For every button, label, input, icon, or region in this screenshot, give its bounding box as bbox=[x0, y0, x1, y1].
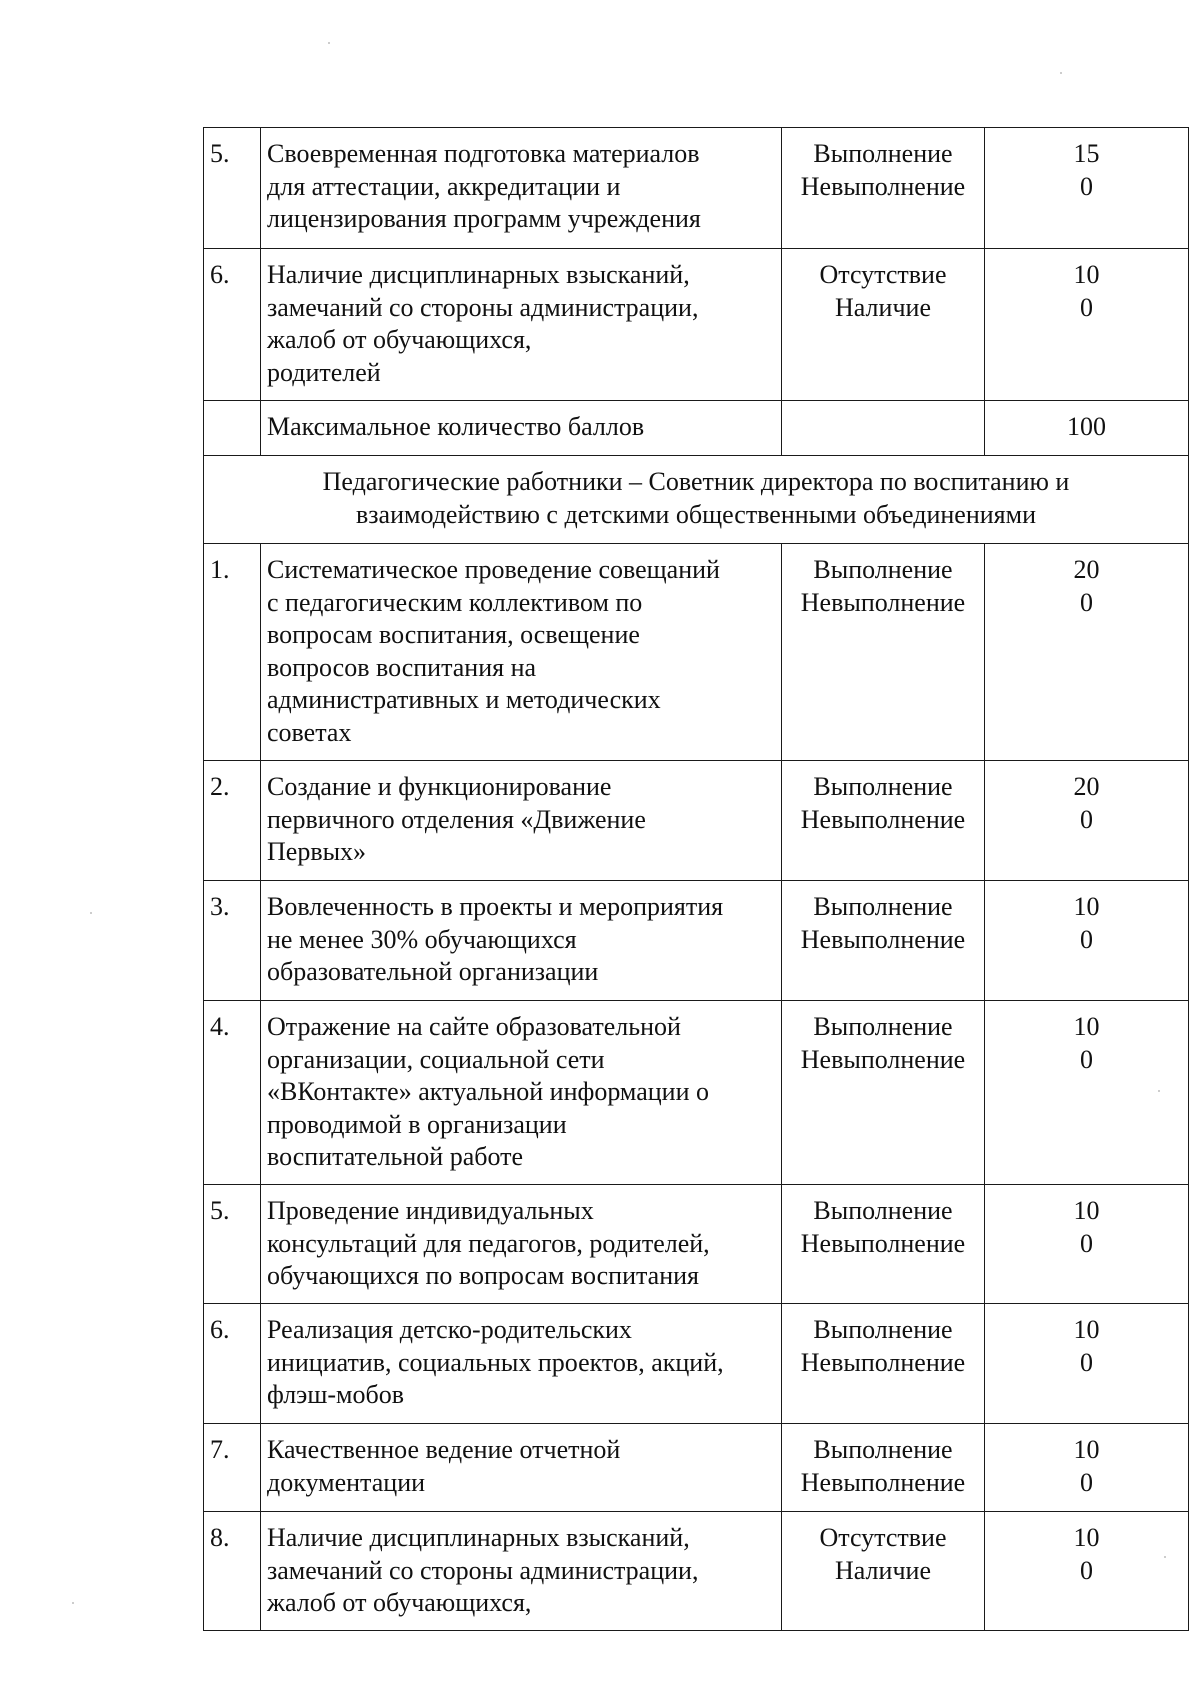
condition-negative: Невыполнение bbox=[800, 804, 966, 834]
scan-speck bbox=[1060, 72, 1062, 74]
description-line: Отражение на сайте образовательной bbox=[267, 1012, 681, 1041]
description-line: флэш-мобов bbox=[267, 1380, 404, 1409]
row-number: 7. bbox=[204, 1424, 261, 1512]
description-line: жалоб от обучающихся, bbox=[267, 1588, 532, 1617]
score-cell bbox=[985, 1424, 1189, 1512]
condition-cell-empty bbox=[782, 401, 985, 456]
condition-positive: Выполнение bbox=[813, 139, 953, 168]
table-row bbox=[204, 249, 1189, 401]
row-number: 8. bbox=[204, 1512, 261, 1631]
row-number: 5. bbox=[204, 128, 261, 249]
total-label: Максимальное количество баллов bbox=[261, 401, 782, 456]
description-line: Первых» bbox=[267, 837, 367, 866]
description-line: обучающихся по вопросам воспитания bbox=[267, 1261, 700, 1290]
condition-positive: Выполнение bbox=[813, 1435, 953, 1464]
condition-cell bbox=[782, 1424, 985, 1512]
condition-negative: Невыполнение bbox=[800, 171, 966, 201]
description-line: воспитательной работе bbox=[267, 1142, 524, 1171]
row-number-empty bbox=[204, 401, 261, 456]
description-line: не менее 30% обучающихся bbox=[267, 924, 577, 954]
criterion-description bbox=[261, 1424, 782, 1512]
score-negative: 0 bbox=[1080, 1467, 1093, 1497]
condition-positive: Выполнение bbox=[813, 1012, 953, 1041]
score-negative: 0 bbox=[1080, 171, 1093, 201]
score-cell bbox=[985, 128, 1189, 249]
description-line: с педагогическим коллективом по bbox=[267, 587, 643, 617]
score-negative: 0 bbox=[1080, 292, 1093, 322]
table-row bbox=[204, 544, 1189, 761]
row-number: 6. bbox=[204, 1304, 261, 1424]
description-line: советах bbox=[267, 717, 352, 747]
condition-cell bbox=[782, 128, 985, 249]
condition-positive: Отсутствие bbox=[819, 260, 947, 289]
criterion-description bbox=[261, 128, 782, 249]
condition-negative: Невыполнение bbox=[800, 924, 966, 954]
scan-speck bbox=[90, 912, 92, 914]
condition-negative: Наличие bbox=[835, 1555, 931, 1585]
condition-cell bbox=[782, 544, 985, 761]
description-line: консультаций для педагогов, родителей, bbox=[267, 1228, 710, 1258]
description-line: первичного отделения «Движение bbox=[267, 804, 646, 834]
description-line: организации, социальной сети bbox=[267, 1044, 605, 1074]
description-line: образовательной организации bbox=[267, 957, 599, 986]
table-row bbox=[204, 761, 1189, 881]
section-heading-row bbox=[204, 456, 1189, 544]
score-negative: 0 bbox=[1080, 924, 1093, 954]
total-value: 100 bbox=[985, 401, 1189, 456]
description-line: административных и методических bbox=[267, 685, 661, 714]
section-heading bbox=[204, 456, 1189, 544]
score-positive: 10 bbox=[1073, 260, 1100, 289]
condition-negative: Наличие bbox=[835, 292, 931, 322]
description-line: вопросам воспитания, освещение bbox=[267, 620, 640, 649]
description-line: «ВКонтакте» актуальной информации о bbox=[267, 1077, 709, 1106]
condition-negative: Невыполнение bbox=[800, 1228, 966, 1258]
score-positive: 10 bbox=[1073, 892, 1100, 921]
score-cell bbox=[985, 881, 1189, 1001]
description-line: проводимой в организации bbox=[267, 1109, 567, 1139]
condition-positive: Отсутствие bbox=[819, 1523, 947, 1552]
score-cell bbox=[985, 1512, 1189, 1631]
condition-positive: Выполнение bbox=[813, 892, 953, 921]
description-line: документации bbox=[267, 1467, 426, 1497]
condition-cell bbox=[782, 1001, 985, 1185]
scan-speck bbox=[328, 42, 330, 44]
score-negative: 0 bbox=[1080, 1555, 1093, 1585]
description-line: Своевременная подготовка материалов bbox=[267, 139, 700, 168]
row-number: 5. bbox=[204, 1185, 261, 1304]
score-positive: 10 bbox=[1073, 1012, 1100, 1041]
row-number: 2. bbox=[204, 761, 261, 881]
score-negative: 0 bbox=[1080, 1044, 1093, 1074]
table-row bbox=[204, 1304, 1189, 1424]
condition-cell bbox=[782, 1185, 985, 1304]
condition-negative: Невыполнение bbox=[800, 587, 966, 617]
score-negative: 0 bbox=[1080, 1347, 1093, 1377]
table-row bbox=[204, 1185, 1189, 1304]
criteria-table bbox=[203, 127, 1189, 1631]
table-row bbox=[204, 1512, 1189, 1631]
description-line: для аттестации, аккредитации и bbox=[267, 171, 621, 201]
description-line: вопросов воспитания на bbox=[267, 652, 537, 682]
description-line: Проведение индивидуальных bbox=[267, 1196, 594, 1225]
criterion-description bbox=[261, 249, 782, 401]
description-line: Создание и функционирование bbox=[267, 772, 612, 801]
score-positive: 10 bbox=[1073, 1315, 1100, 1344]
condition-positive: Выполнение bbox=[813, 772, 953, 801]
table-row bbox=[204, 128, 1189, 249]
score-cell bbox=[985, 1001, 1189, 1185]
condition-positive: Выполнение bbox=[813, 1196, 953, 1225]
condition-cell bbox=[782, 1304, 985, 1424]
condition-cell bbox=[782, 881, 985, 1001]
description-line: Качественное ведение отчетной bbox=[267, 1435, 621, 1464]
score-positive: 20 bbox=[1073, 555, 1100, 584]
score-cell bbox=[985, 249, 1189, 401]
description-line: Вовлеченность в проекты и мероприятия bbox=[267, 892, 724, 921]
score-positive: 10 bbox=[1073, 1435, 1100, 1464]
section-heading-line: Педагогические работники – Советник директора по воспитанию и bbox=[322, 467, 1070, 496]
score-cell bbox=[985, 1304, 1189, 1424]
description-line: Систематическое проведение совещаний bbox=[267, 555, 720, 584]
condition-cell bbox=[782, 761, 985, 881]
condition-positive: Выполнение bbox=[813, 555, 953, 584]
condition-negative: Невыполнение bbox=[800, 1467, 966, 1497]
criterion-description bbox=[261, 1185, 782, 1304]
table-row bbox=[204, 1001, 1189, 1185]
score-negative: 0 bbox=[1080, 587, 1093, 617]
description-line: замечаний со стороны администрации, bbox=[267, 292, 699, 322]
condition-cell bbox=[782, 1512, 985, 1631]
score-negative: 0 bbox=[1080, 804, 1093, 834]
criterion-description bbox=[261, 1304, 782, 1424]
description-line: замечаний со стороны администрации, bbox=[267, 1555, 699, 1585]
criterion-description bbox=[261, 1512, 782, 1631]
description-line: Наличие дисциплинарных взысканий, bbox=[267, 260, 690, 289]
condition-positive: Выполнение bbox=[813, 1315, 953, 1344]
total-row bbox=[204, 401, 1189, 456]
criterion-description bbox=[261, 544, 782, 761]
score-cell bbox=[985, 544, 1189, 761]
criterion-description bbox=[261, 1001, 782, 1185]
condition-negative: Невыполнение bbox=[800, 1044, 966, 1074]
description-line: лицензирования программ учреждения bbox=[267, 204, 701, 233]
condition-negative: Невыполнение bbox=[800, 1347, 966, 1377]
row-number: 3. bbox=[204, 881, 261, 1001]
score-positive: 20 bbox=[1073, 772, 1100, 801]
description-line: родителей bbox=[267, 357, 381, 387]
condition-cell bbox=[782, 249, 985, 401]
score-positive: 15 bbox=[1073, 139, 1100, 168]
score-cell bbox=[985, 1185, 1189, 1304]
criterion-description bbox=[261, 881, 782, 1001]
section-heading-line: взаимодействию с детскими общественными объединениями bbox=[356, 499, 1036, 529]
description-line: жалоб от обучающихся, bbox=[267, 325, 532, 354]
score-cell bbox=[985, 761, 1189, 881]
description-line: Реализация детско-родительских bbox=[267, 1315, 632, 1344]
criterion-description bbox=[261, 761, 782, 881]
row-number: 4. bbox=[204, 1001, 261, 1185]
description-line: инициатив, социальных проектов, акций, bbox=[267, 1347, 724, 1377]
scan-speck bbox=[72, 1602, 74, 1604]
table-row bbox=[204, 881, 1189, 1001]
score-negative: 0 bbox=[1080, 1228, 1093, 1258]
table-row bbox=[204, 1424, 1189, 1512]
row-number: 1. bbox=[204, 544, 261, 761]
row-number: 6. bbox=[204, 249, 261, 401]
score-positive: 10 bbox=[1073, 1523, 1100, 1552]
description-line: Наличие дисциплинарных взысканий, bbox=[267, 1523, 690, 1552]
score-positive: 10 bbox=[1073, 1196, 1100, 1225]
